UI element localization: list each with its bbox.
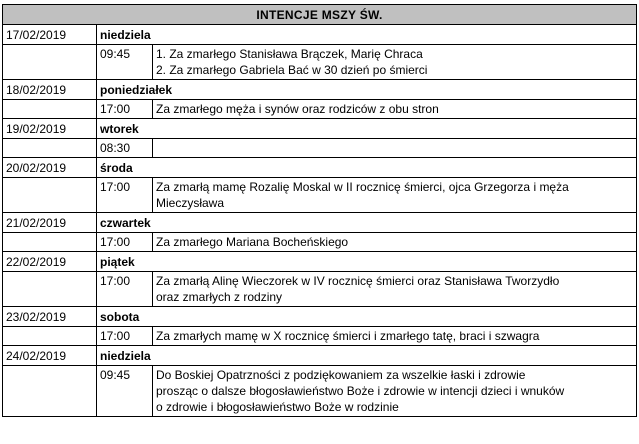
day-date: 21/02/2019 [3,213,97,233]
mass-row [3,139,637,158]
day-date: 22/02/2019 [3,252,97,272]
day-name: poniedziałek [97,80,637,100]
mass-row [3,327,637,346]
intention-line: prosząc o dalsze błogosławieństwo Boże i zdrowie w intencji dzieci i wnuków [156,384,565,398]
day-row [3,119,637,139]
mass-time: 17:00 [97,100,153,119]
intention-line: Za zmarłych mamę w X rocznicę śmierci i zmarłego tatę, braci i szwagra [156,329,540,343]
mass-time: 17:00 [97,233,153,252]
mass-intention [153,178,637,213]
blank-cell [3,178,97,213]
intention-line: 2. Za zmarłego Gabriela Bać w 30 dzień po śmierci [156,63,428,77]
day-name: czwartek [97,213,637,233]
mass-row [3,45,637,80]
intention-line: Za zmarłego Mariana Bocheńskiego [156,235,349,249]
intention-line: 1. Za zmarłego Stanisława Brączek, Marię Chraca [156,47,423,61]
intention-line: Mieczysława [156,196,225,210]
blank-cell [3,45,97,80]
day-name: niedziela [97,25,637,45]
day-row [3,213,637,233]
intention-line: Za zmarłą mamę Rozalię Moskal w II rocznicę śmierci, ojca Grzegorza i męża [156,180,569,194]
blank-cell [3,139,97,158]
day-name: wtorek [97,119,637,139]
mass-intention [153,139,637,158]
mass-row [3,100,637,119]
day-name: piątek [97,252,637,272]
mass-intention [153,233,637,252]
blank-cell [3,327,97,346]
intention-line: Za zmarłą Alinę Wieczorek w IV rocznicę śmierci oraz Stanisława Tworzydło [156,274,560,288]
mass-row [3,272,637,307]
day-name: niedziela [97,346,637,366]
day-date: 20/02/2019 [3,158,97,178]
day-name: sobota [97,307,637,327]
blank-cell [3,366,97,417]
day-date: 23/02/2019 [3,307,97,327]
day-date: 18/02/2019 [3,80,97,100]
day-row [3,158,637,178]
mass-row [3,178,637,213]
day-date: 17/02/2019 [3,25,97,45]
mass-intention [153,45,637,80]
mass-row [3,233,637,252]
day-date: 24/02/2019 [3,346,97,366]
blank-cell [3,100,97,119]
intention-line: Za zmarłego męża i synów oraz rodziców z obu stron [156,102,439,116]
day-row [3,80,637,100]
table-header-row [3,5,637,25]
mass-time: 17:00 [97,327,153,346]
mass-time: 17:00 [97,272,153,307]
mass-time: 08:30 [97,139,153,158]
mass-intention [153,327,637,346]
day-row [3,25,637,45]
intention-line: oraz zmarłych z rodziny [156,290,283,304]
mass-intention [153,272,637,307]
day-name: środa [97,158,637,178]
table-title: INTENCJE MSZY ŚW. [3,5,637,25]
mass-time: 09:45 [97,366,153,417]
mass-intention [153,100,637,119]
day-row [3,346,637,366]
intention-line [156,140,633,156]
day-row [3,252,637,272]
blank-cell [3,272,97,307]
day-date: 19/02/2019 [3,119,97,139]
intention-line: o zdrowie i błogosławieństwo Boże w rodzinie [156,400,399,414]
mass-time: 17:00 [97,178,153,213]
day-row [3,307,637,327]
blank-cell [3,233,97,252]
intention-line: Do Boskiej Opatrzności z podziękowaniem za wszelkie łaski i zdrowie [156,368,526,382]
mass-intentions-table [2,4,637,417]
mass-row [3,366,637,417]
mass-time: 09:45 [97,45,153,80]
mass-intention [153,366,637,417]
